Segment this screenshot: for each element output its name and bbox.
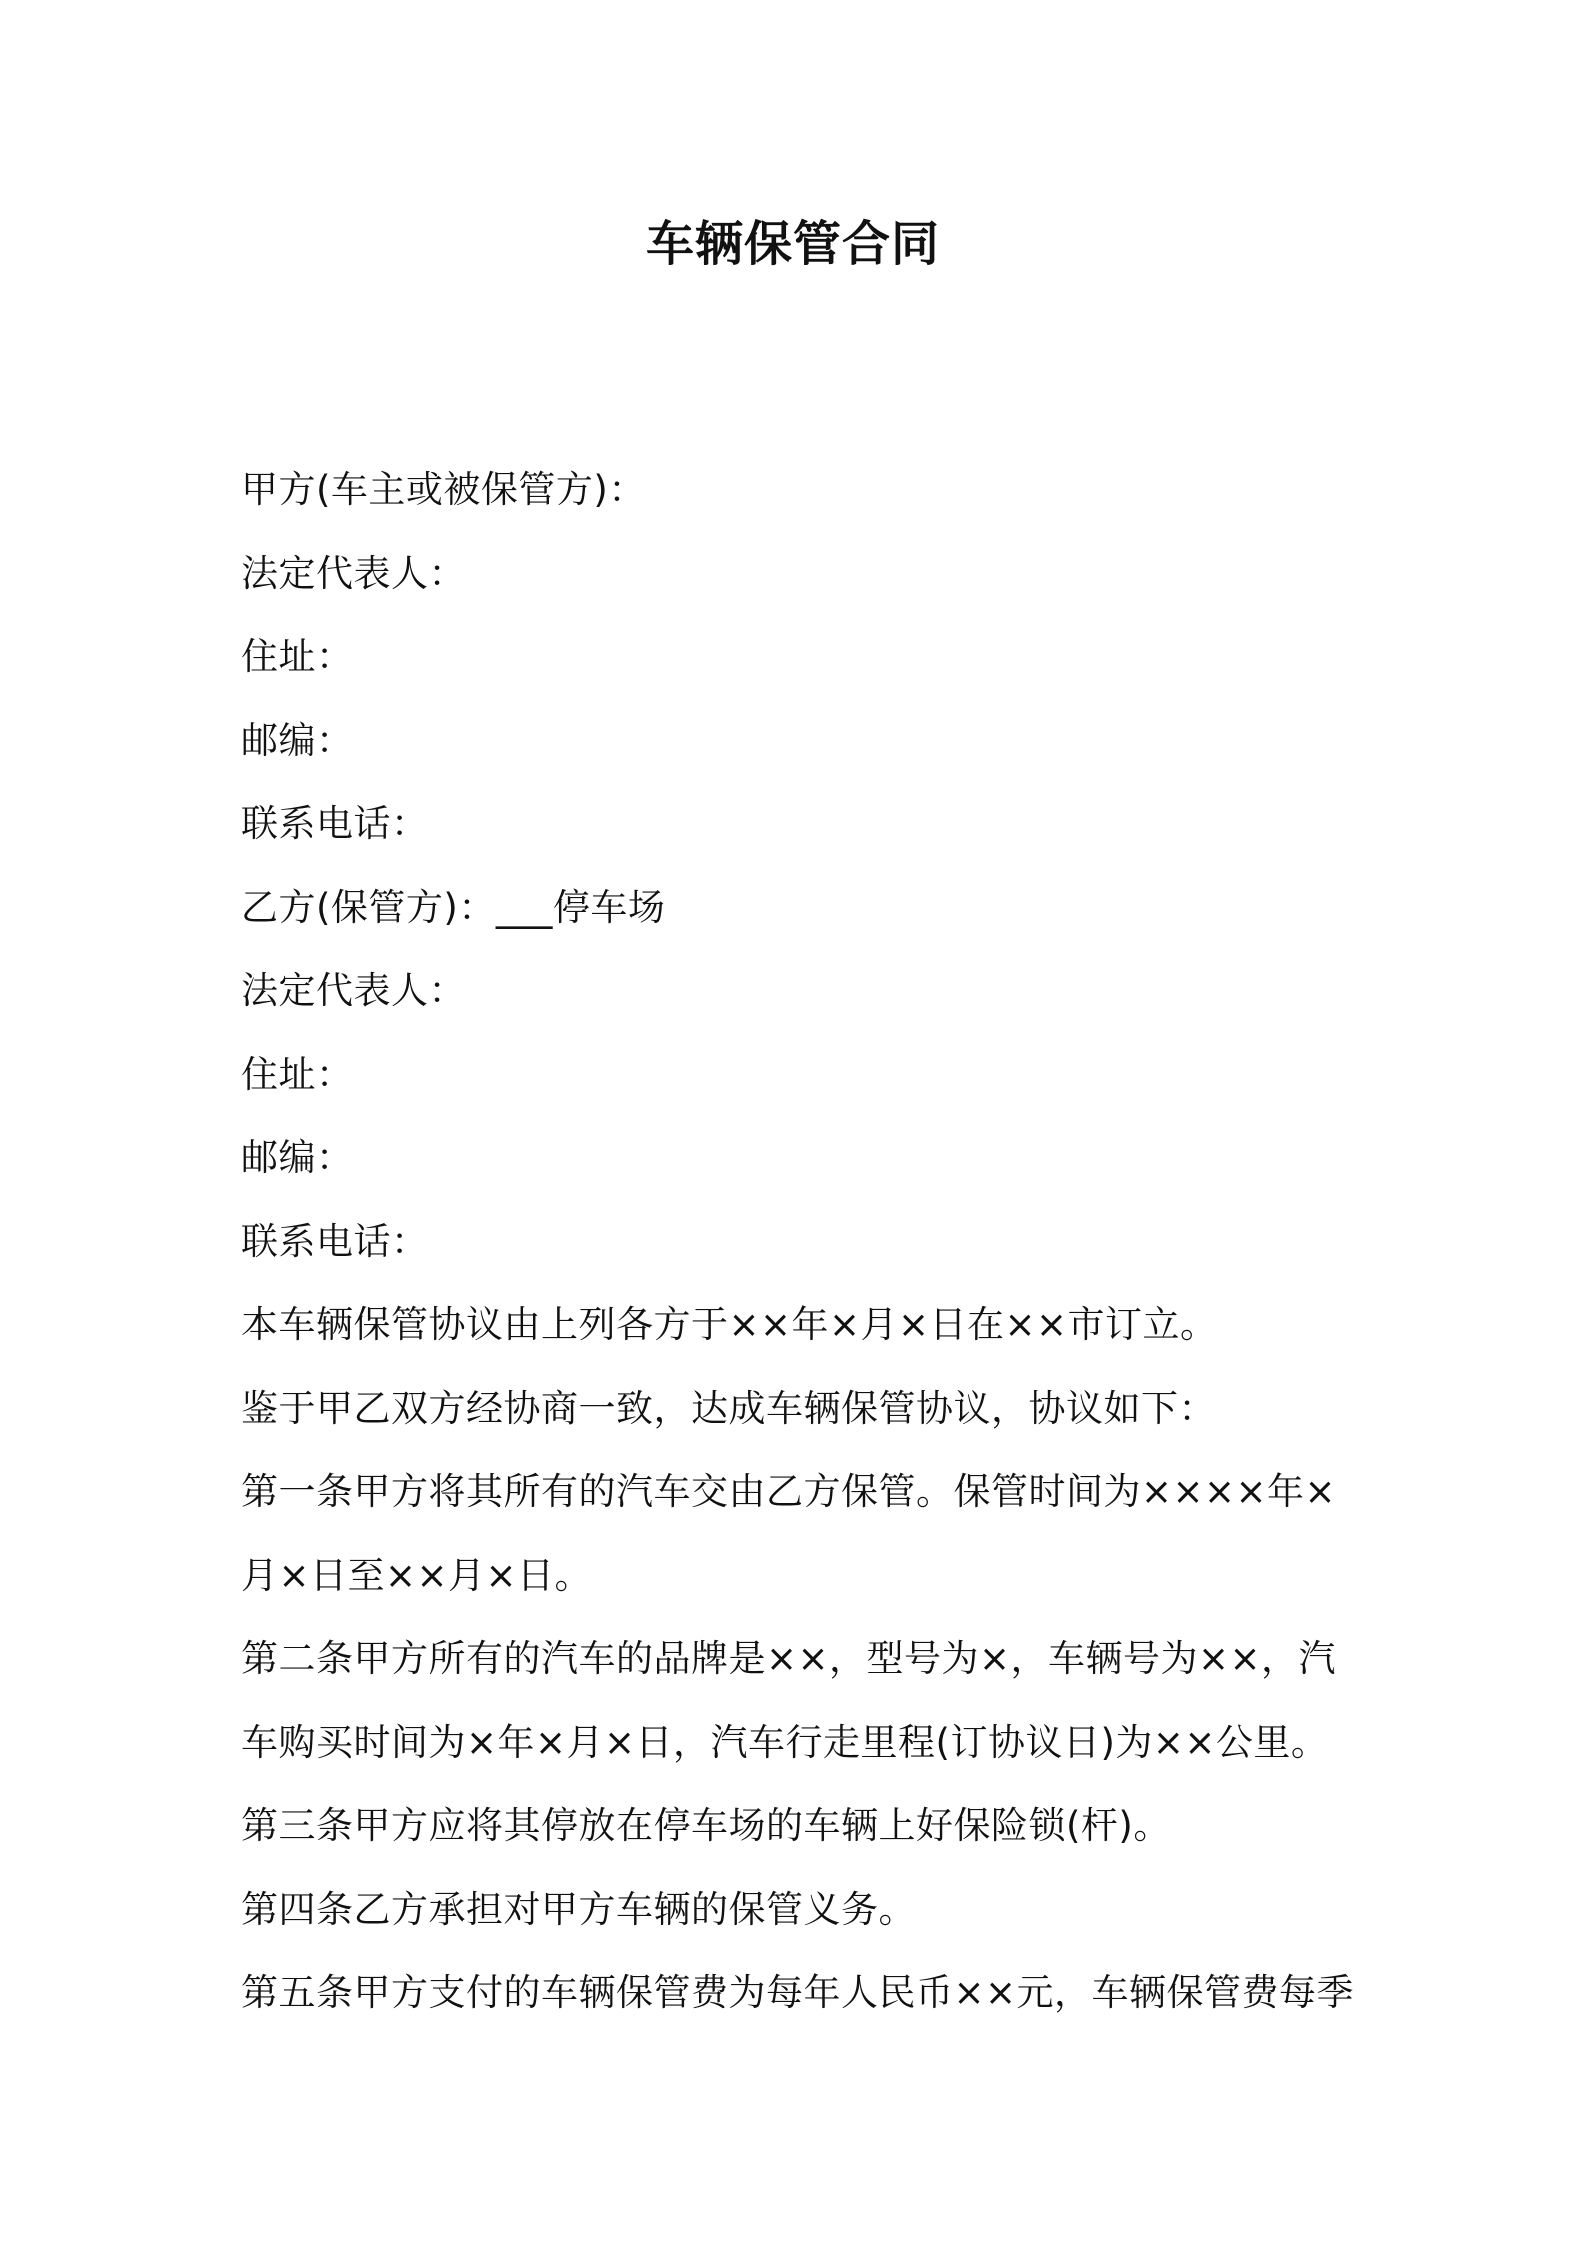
article-1-line-2: 月×日至××月×日。 <box>241 1553 593 1597</box>
party-b-label: 乙方(保管方)：___停车场 <box>241 885 666 929</box>
agreement-intro: 本车辆保管协议由上列各方于××年×月×日在××市订立。 <box>241 1303 1218 1346</box>
party-a-postcode: 邮编： <box>241 718 354 762</box>
party-b-representative: 法定代表人： <box>241 969 466 1012</box>
party-b-postcode: 邮编： <box>241 1136 354 1179</box>
party-b-phone: 联系电话： <box>241 1219 429 1263</box>
agreement-preamble: 鉴于甲乙双方经协商一致，达成车辆保管协议，协议如下： <box>241 1386 1216 1430</box>
article-1-line-1: 第一条甲方将其所有的汽车交由乙方保管。保管时间为××××年× <box>241 1470 1337 1513</box>
party-a-address: 住址： <box>241 635 354 678</box>
article-3: 第三条甲方应将其停放在停车场的车辆上好保险锁(杆)。 <box>241 1804 1171 1847</box>
party-b-address: 住址： <box>241 1052 354 1096</box>
document-title: 车辆保管合同 <box>645 216 940 272</box>
party-a-label: 甲方(车主或被保管方)： <box>241 468 646 511</box>
article-2-line-1: 第二条甲方所有的汽车的品牌是××，型号为×，车辆号为××，汽 <box>241 1637 1337 1680</box>
article-5-line-1: 第五条甲方支付的车辆保管费为每年人民币××元，车辆保管费每季 <box>241 1971 1355 2014</box>
party-a-representative: 法定代表人： <box>241 551 466 595</box>
party-a-phone: 联系电话： <box>241 802 429 845</box>
contract-body <box>241 448 1361 2035</box>
article-4: 第四条乙方承担对甲方车辆的保管义务。 <box>241 1887 916 1931</box>
article-2-line-2: 车购买时间为×年×月×日，汽车行走里程(订协议日)为××公里。 <box>241 1720 1329 1764</box>
